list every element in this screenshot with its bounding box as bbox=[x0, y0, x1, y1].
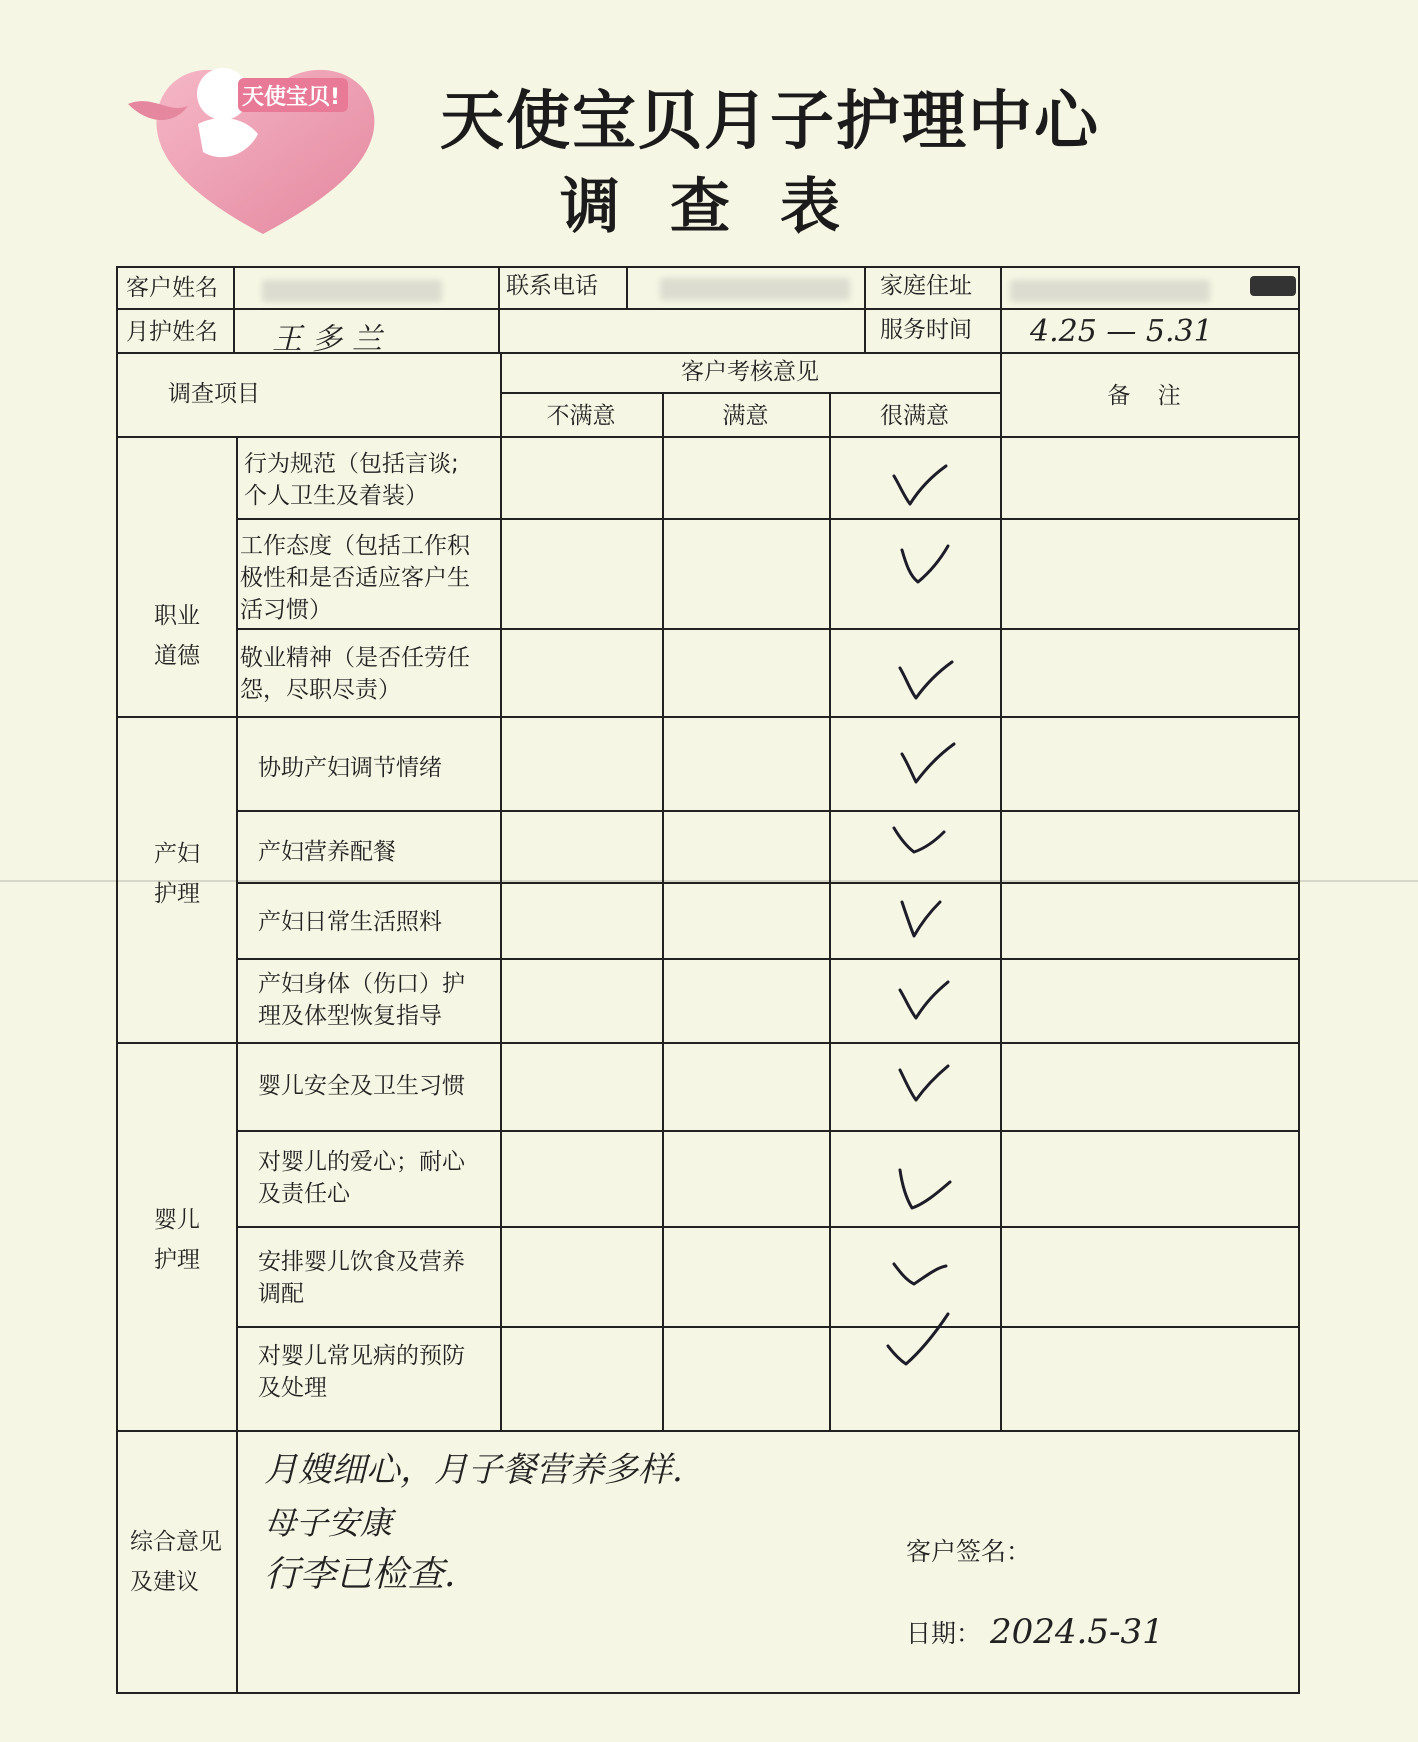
divider bbox=[236, 882, 1300, 884]
check-mark-icon bbox=[896, 540, 956, 588]
summary-comment-line-2: 母子安康 bbox=[264, 1504, 393, 1542]
logo-text: 天使宝贝! bbox=[242, 85, 341, 110]
divider bbox=[500, 352, 502, 1432]
check-mark-icon bbox=[896, 896, 956, 944]
phone-redacted bbox=[660, 278, 850, 300]
divider bbox=[116, 1042, 1300, 1044]
divider bbox=[236, 1130, 1300, 1132]
divider bbox=[236, 1226, 1300, 1228]
check-mark-icon bbox=[896, 976, 956, 1024]
divider bbox=[236, 436, 238, 1692]
divider bbox=[498, 266, 500, 352]
check-mark-icon bbox=[890, 822, 950, 870]
signature-label: 客户签名： bbox=[906, 1537, 1032, 1566]
divider bbox=[116, 716, 1300, 718]
check-mark-icon bbox=[896, 1060, 956, 1108]
divider bbox=[236, 518, 1300, 520]
summary-label: 综合意见 及建议 bbox=[130, 1529, 222, 1595]
divider bbox=[1000, 352, 1002, 1432]
divider bbox=[1000, 266, 1002, 352]
item-text: 行为规范（包括言谈; 个人卫生及着装） bbox=[244, 451, 459, 509]
divider bbox=[236, 958, 1300, 960]
item-text: 安排婴儿饮食及营养 调配 bbox=[258, 1249, 465, 1307]
check-mark-icon bbox=[890, 1254, 950, 1302]
table-border-bottom bbox=[116, 1692, 1300, 1694]
divider bbox=[829, 392, 831, 1432]
service-time-label: 服务时间 bbox=[880, 317, 972, 343]
summary-comment-line-3: 行李已检查. bbox=[264, 1554, 456, 1595]
item-text: 工作态度（包括工作积 极性和是否适应客户生 活习惯） bbox=[240, 533, 470, 623]
divider bbox=[236, 628, 1300, 630]
nurse-name-label: 月护姓名 bbox=[126, 319, 218, 345]
group-label-infant: 婴儿 护理 bbox=[154, 1207, 200, 1273]
item-text: 产妇日常生活照料 bbox=[258, 909, 442, 935]
address-redacted bbox=[1010, 280, 1210, 302]
check-mark-icon bbox=[896, 656, 956, 704]
customer-name-redacted bbox=[262, 280, 442, 302]
check-mark-icon bbox=[898, 740, 958, 788]
item-text: 协助产妇调节情绪 bbox=[258, 755, 442, 781]
address-label: 家庭住址 bbox=[880, 273, 972, 299]
group-label-maternal: 产妇 护理 bbox=[154, 841, 200, 907]
divider bbox=[236, 1326, 1300, 1328]
item-text: 对婴儿常见病的预防 及处理 bbox=[258, 1343, 465, 1401]
item-text: 产妇营养配餐 bbox=[258, 839, 396, 865]
item-text: 婴儿安全及卫生习惯 bbox=[258, 1073, 465, 1099]
customer-name-label: 客户姓名 bbox=[126, 275, 218, 301]
satisfied-header: 满意 bbox=[722, 403, 769, 429]
date-label: 日期： bbox=[906, 1619, 982, 1648]
divider bbox=[233, 266, 235, 352]
item-text: 敬业精神（是否任劳任 怨，尽职尽责） bbox=[240, 645, 470, 703]
page-subtitle: 调查表 bbox=[560, 172, 890, 242]
table-border-right bbox=[1298, 266, 1300, 1694]
divider bbox=[662, 392, 664, 1432]
page-title: 天使宝贝月子护理中心 bbox=[440, 84, 1100, 159]
divider bbox=[116, 436, 1300, 438]
logo bbox=[128, 44, 398, 244]
summary-comment-line-1: 月嫂细心，月子餐营养多样. bbox=[264, 1450, 683, 1490]
divider bbox=[626, 266, 628, 308]
very-satisfied-header: 很满意 bbox=[880, 403, 949, 429]
check-mark-icon bbox=[890, 462, 950, 510]
divider bbox=[116, 1430, 1300, 1432]
table-border-left bbox=[116, 266, 118, 1694]
divider bbox=[500, 392, 1000, 394]
dissatisfied-header: 不满意 bbox=[546, 403, 616, 429]
check-mark-icon bbox=[894, 1166, 954, 1214]
service-time-value: 4.25 — 5.31 bbox=[1030, 314, 1213, 349]
date-value: 2024.5-31 bbox=[990, 1612, 1164, 1652]
remarks-header: 备 注 bbox=[1107, 383, 1191, 409]
nurse-name-value: 王多兰 bbox=[272, 322, 392, 357]
phone-label: 联系电话 bbox=[506, 273, 598, 299]
check-mark-icon bbox=[884, 1310, 954, 1370]
table-border-top bbox=[116, 266, 1300, 268]
address-redacted-block bbox=[1250, 276, 1296, 296]
opinion-header: 客户考核意见 bbox=[681, 359, 819, 385]
item-text: 产妇身体（伤口）护 理及体型恢复指导 bbox=[258, 971, 465, 1029]
divider bbox=[236, 810, 1300, 812]
divider bbox=[116, 308, 1300, 310]
item-text: 对婴儿的爱心；耐心 及责任心 bbox=[258, 1149, 465, 1207]
survey-item-header: 调查项目 bbox=[168, 381, 260, 407]
divider bbox=[864, 266, 866, 352]
group-label-ethics: 职业 道德 bbox=[154, 603, 200, 669]
